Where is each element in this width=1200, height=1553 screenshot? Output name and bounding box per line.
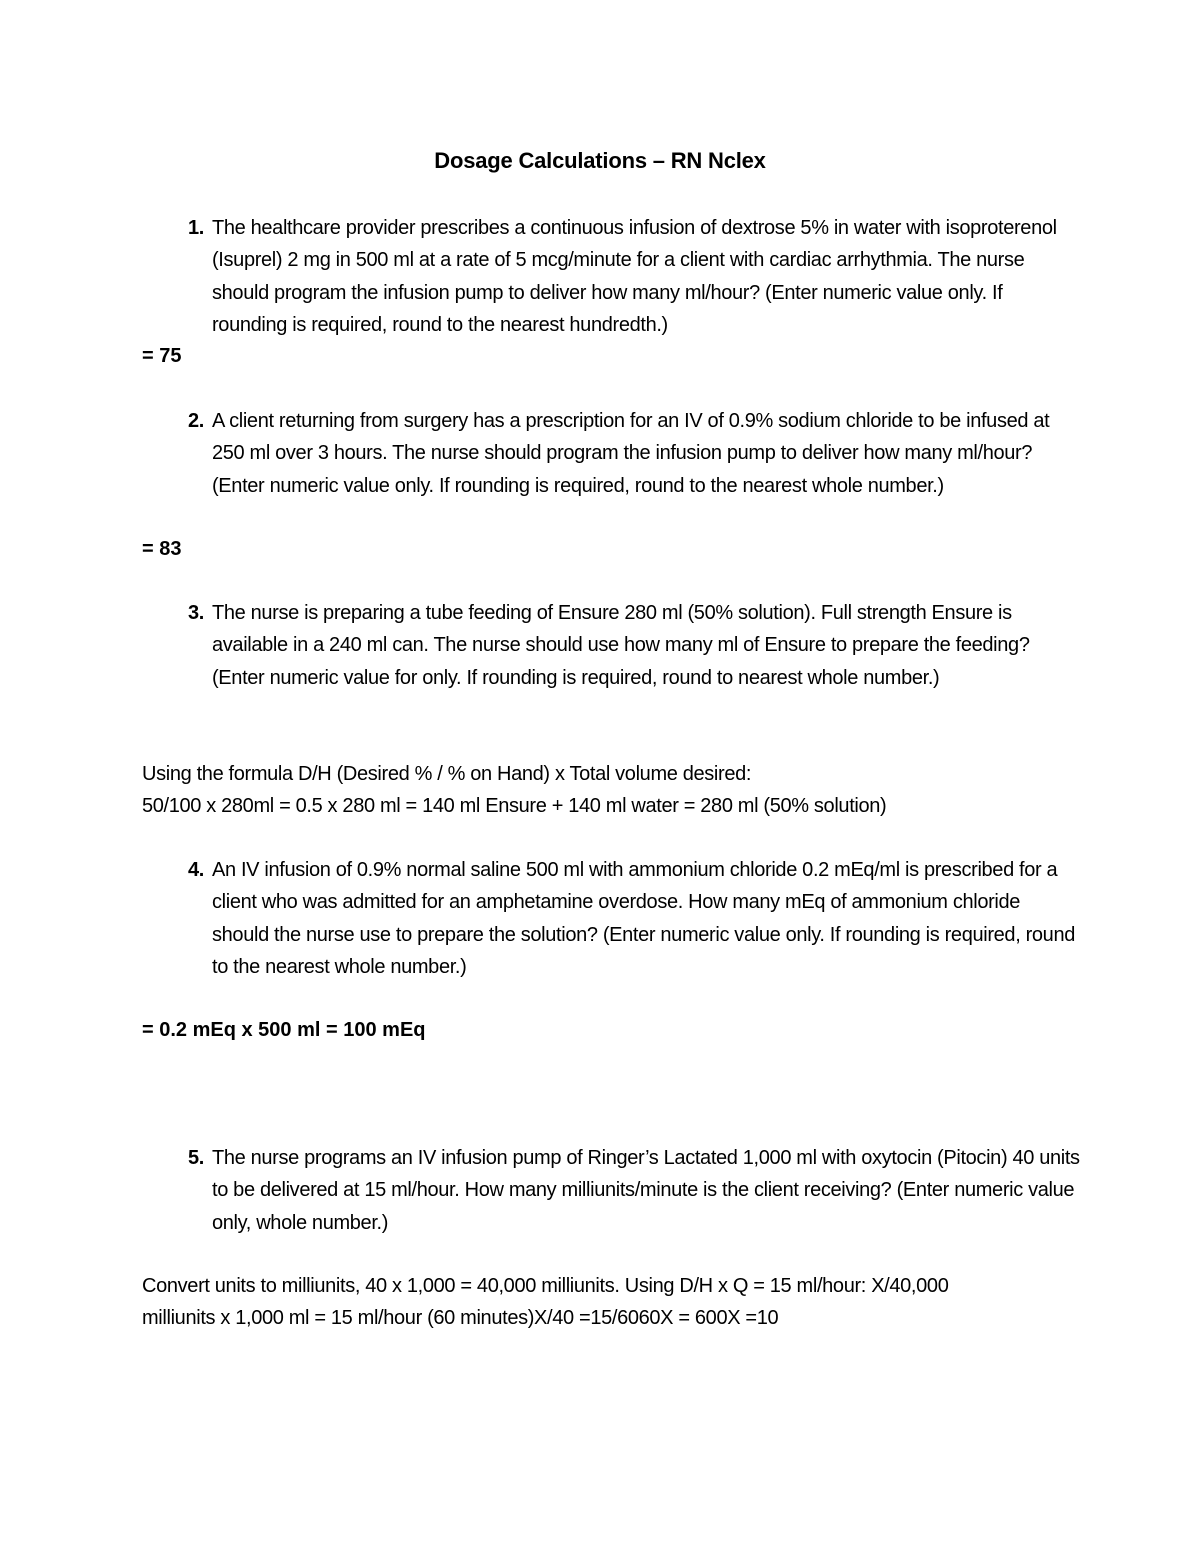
question-text: The healthcare provider prescribes a continuous infusion of dextrose 5% in water with isoproterenol (Isuprel) 2 mg in 500 ml at a rate of 5 mcg/minute for a client with cardiac arrhythmia. The nurse should program the infusion pump to deliver how many ml/hour? (Enter numeric value only. If rounding is required, round to the nearest hundredth.) — [212, 217, 1057, 336]
answer-1: = 75 — [142, 345, 182, 367]
question-2 — [188, 405, 1082, 502]
solution-line: milliunits x 1,000 ml = 15 ml/hour (60 minutes)X/40 =15/6060X = 600X =10 — [142, 1307, 779, 1330]
question-number: 1. — [188, 217, 204, 239]
document-title: Dosage Calculations – RN Nclex — [434, 148, 766, 173]
answer-4: = 0.2 mEq x 500 ml = 100 mEq — [142, 1019, 426, 1041]
solution-line: 50/100 x 280ml = 0.5 x 280 ml = 140 ml Ensure + 140 ml water = 280 ml (50% solution) — [142, 795, 887, 818]
solution-line: Convert units to milliunits, 40 x 1,000 = 40,000 milliunits. Using D/H x Q = 15 ml/hour: X/40,000 — [142, 1275, 949, 1297]
question-number: 5. — [188, 1147, 204, 1169]
solution-3 — [142, 758, 1072, 823]
question-text: A client returning from surgery has a prescription for an IV of 0.9% sodium chloride to be infused at 250 ml over 3 hours. The nurse should program the infusion pump to deliver how many ml/hour? (Enter numeric value only. If rounding is required, round to the nearest whole number.) — [212, 410, 1050, 497]
question-number: 4. — [188, 859, 204, 881]
question-4 — [188, 854, 1082, 983]
question-number: 3. — [188, 602, 204, 624]
answer-2: = 83 — [142, 538, 182, 560]
question-number: 2. — [188, 410, 204, 432]
question-3 — [188, 597, 1082, 694]
solution-line: Using the formula D/H (Desired % / % on Hand) x Total volume desired: — [142, 763, 752, 785]
solution-5 — [142, 1270, 1072, 1335]
question-1 — [188, 212, 1082, 341]
question-text: The nurse is preparing a tube feeding of Ensure 280 ml (50% solution). Full strength Ensure is available in a 240 ml can. The nurse should use how many ml of Ensure to prepare the feeding? (Enter numeric value for only. If rounding is required, round to nearest whole number.) — [212, 602, 1030, 689]
question-text: The nurse programs an IV infusion pump of Ringer’s Lactated 1,000 ml with oxytocin (Pitocin) 40 units to be delivered at 15 ml/hour. How many milliunits/minute is the client receiving? (Enter numeric value only, whole number.) — [212, 1147, 1080, 1234]
question-5 — [188, 1142, 1082, 1239]
question-text: An IV infusion of 0.9% normal saline 500 ml with ammonium chloride 0.2 mEq/ml is prescribed for a client who was admitted for an amphetamine overdose. How many mEq of ammonium chloride should the nurse use to prepare the solution? (Enter numeric value only. If rounding is required, round to the nearest whole number.) — [212, 859, 1076, 978]
